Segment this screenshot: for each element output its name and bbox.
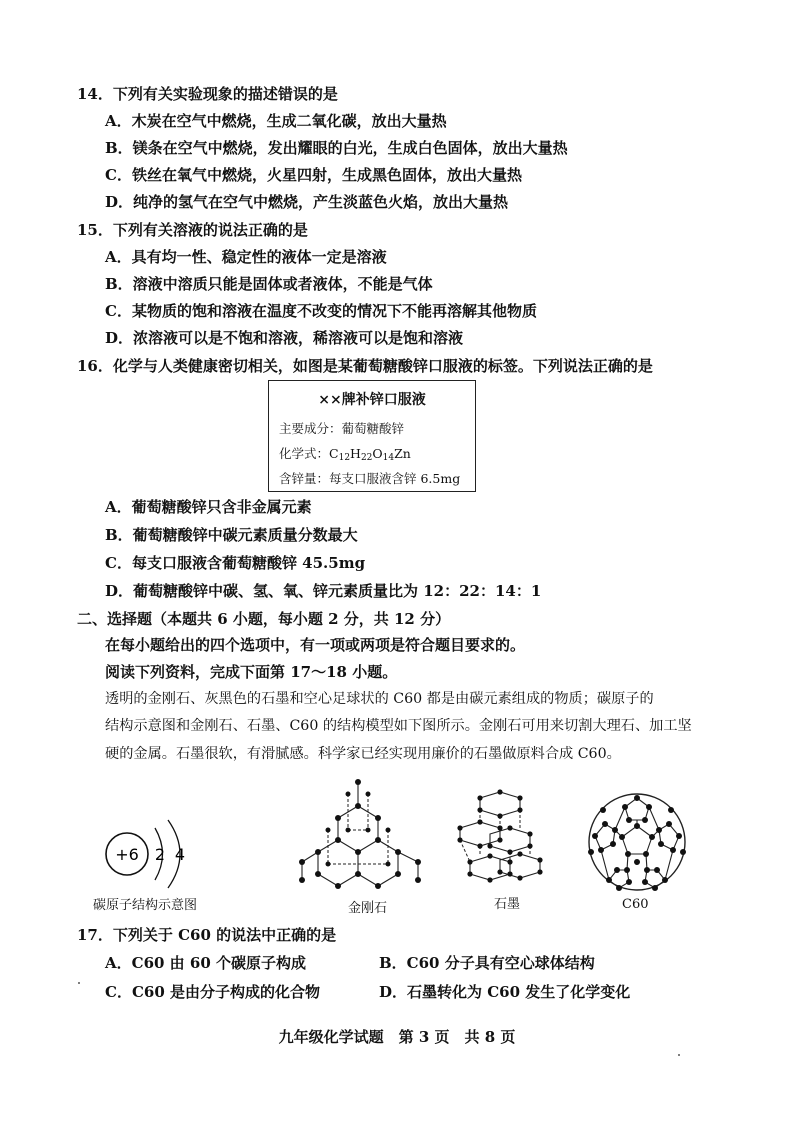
q15-option-a: A．具有均一性、稳定性的液体一定是溶液 — [105, 248, 387, 266]
passage-line-1: 透明的金刚石、灰黑色的石墨和空心足球状的 C60 都是由碳元素组成的物质；碳原子的 — [105, 691, 654, 707]
q17-option-c: C．C60 是由分子构成的化合物 — [105, 983, 320, 1001]
q15-option-b: B．溶液中溶质只能是固体或者液体，不能是气体 — [105, 275, 433, 293]
q16-stem: 16．化学与人类健康密切相关，如图是某葡萄糖酸锌口服液的标签。下列说法正确的是 — [77, 357, 653, 375]
atom-shell-2: 4 — [174, 845, 186, 864]
label-formula-row — [279, 444, 411, 463]
scan-speck — [78, 982, 80, 984]
diamond-structure — [290, 776, 440, 896]
section2-title: 二、选择题（本题共 6 小题，每小题 2 分，共 12 分） — [77, 610, 451, 628]
scan-speck — [678, 1054, 680, 1056]
label-ingredient: 主要成分：葡萄糖酸锌 — [279, 421, 405, 436]
q14-option-a: A．木炭在空气中燃烧，生成二氧化碳，放出大量热 — [105, 112, 447, 130]
graphite-structure — [450, 788, 550, 888]
q17-option-d: D．石墨转化为 C60 发生了化学变化 — [379, 983, 631, 1001]
graphite-caption: 石墨 — [494, 897, 521, 912]
label-title: ××牌补锌口服液 — [318, 392, 426, 408]
q14-option-b: B．镁条在空气中燃烧，发出耀眼的白光，生成白色固体，放出大量热 — [105, 139, 568, 157]
label-formula: $C_{12}H_{22}O_{14}Zn$ — [329, 446, 411, 463]
q17-stem: 17．下列关于 C60 的说法中正确的是 — [77, 926, 337, 944]
q14-stem: 14．下列有关实验现象的描述错误的是 — [77, 85, 338, 103]
passage-line-2: 结构示意图和金刚石、石墨、C60 的结构模型如下图所示。金刚石可用来切割大理石、加工坚 — [105, 718, 692, 734]
carbon-atom-diagram — [100, 812, 210, 892]
atom-caption: 碳原子结构示意图 — [93, 898, 198, 913]
q14-option-c: C．铁丝在氧气中燃烧，火星四射，生成黑色固体，放出大量热 — [105, 166, 522, 184]
c60-structure — [585, 790, 689, 894]
q16-option-d: D．葡萄糖酸锌中碳、氢、氧、锌元素质量比为 12：22：14：1 — [105, 582, 542, 600]
q16-option-b: B．葡萄糖酸锌中碳元素质量分数最大 — [105, 526, 358, 544]
q14-option-d: D．纯净的氢气在空气中燃烧，产生淡蓝色火焰，放出大量热 — [105, 193, 509, 211]
q16-option-c: C．每支口服液含葡萄糖酸锌 45.5mg — [105, 554, 366, 572]
medicine-label — [268, 380, 476, 492]
atom-shell-1: 2 — [154, 845, 166, 864]
label-formula-prefix: 化学式： — [279, 446, 330, 461]
section2-reading-prompt: 阅读下列资料，完成下面第 17～18 小题。 — [105, 663, 398, 681]
q15-option-c: C．某物质的饱和溶液在温度不改变的情况下不能再溶解其他物质 — [105, 302, 537, 320]
c60-caption: C60 — [622, 897, 649, 912]
page-footer: 九年级化学试题 第 3 页 共 8 页 — [278, 1028, 516, 1046]
q15-option-d: D．浓溶液可以是不饱和溶液，稀溶液可以是饱和溶液 — [105, 329, 464, 347]
atom-nucleus: +6 — [115, 845, 139, 864]
q16-option-a: A．葡萄糖酸锌只含非金属元素 — [105, 498, 312, 516]
label-zinc: 含锌量：每支口服液含锌 6.5mg — [279, 471, 461, 486]
q17-option-a: A．C60 由 60 个碳原子构成 — [105, 954, 306, 972]
diamond-caption: 金刚石 — [348, 901, 388, 916]
q15-stem: 15．下列有关溶液的说法正确的是 — [77, 221, 308, 239]
q17-option-b: B．C60 分子具有空心球体结构 — [379, 954, 595, 972]
section2-instruction: 在每小题给出的四个选项中，有一项或两项是符合题目要求的。 — [105, 636, 526, 654]
passage-line-3: 硬的金属。石墨很软，有滑腻感。科学家已经实现用廉价的石墨做原料合成 C60。 — [105, 746, 621, 762]
